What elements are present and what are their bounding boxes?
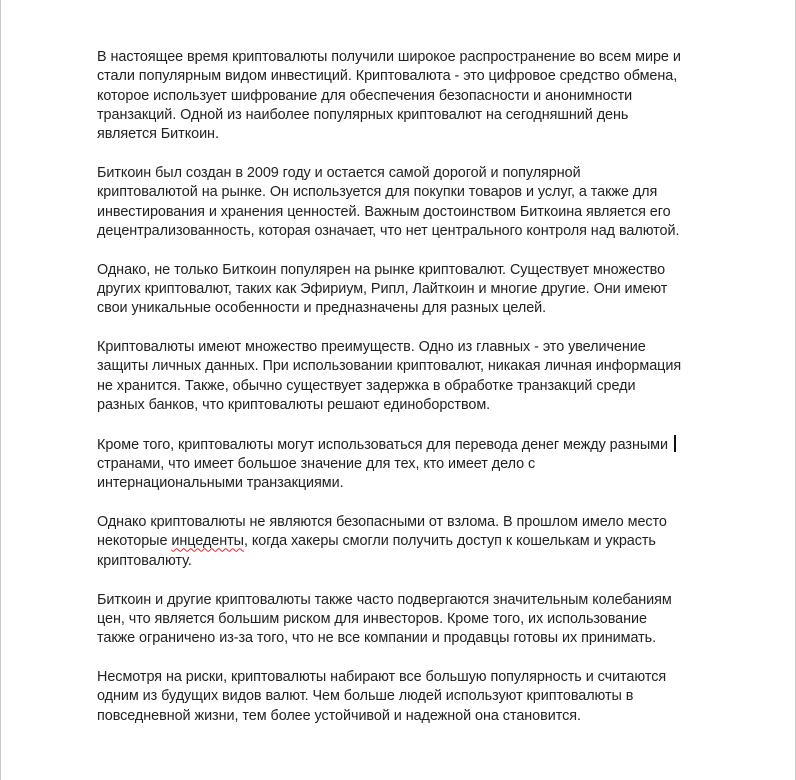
text-line: является Биткоин.	[97, 126, 219, 143]
paragraph-transfers[interactable]	[97, 435, 707, 494]
text-line: одним из будущих видов валют. Чем больше людей используют криптовалюты в	[97, 688, 634, 705]
text-line: инвестирования и хранения ценностей. Важным достоинством Биткоина является его	[97, 203, 671, 220]
text-line: Однако, не только Биткоин популярен на рынке криптовалют. Существует множество	[97, 261, 666, 278]
text-cursor	[674, 435, 676, 452]
text-line: интернациональными транзакциями.	[97, 475, 344, 492]
text-line: защиты личных данных. При использовании криптовалют, никакая личная информация	[97, 358, 682, 375]
text-line: Биткоин был создан в 2009 году и остается самой дорогой и популярной	[97, 164, 581, 181]
text-line	[97, 532, 707, 551]
text-line: криптовалютой на рынке. Он используется для покупки товаров и услуг, а также для	[97, 184, 658, 201]
text-line: В настоящее время криптовалюты получили широкое распространение во всем мире и	[97, 49, 681, 65]
document-body[interactable]	[97, 48, 707, 745]
text-line: свои уникальные особенности и предназначены для разных целей.	[97, 300, 547, 317]
paragraph-advantages[interactable]	[97, 338, 707, 415]
text-line: не хранится. Также, обычно существует задержка в обработке транзакций среди	[97, 377, 636, 394]
text-line: Кроме того, криптовалюты могут использоваться для перевода денег между разными	[97, 436, 669, 453]
paragraph-conclusion[interactable]	[97, 668, 707, 726]
text-segment: , когда хакеры смогли получить доступ к кошелькам и украсть	[243, 533, 656, 550]
paragraph-bitcoin[interactable]	[97, 164, 707, 241]
text-line: других криптовалют, таких как Эфириум, Рипл, Лайткоин и многие другие. Они имеют	[97, 280, 668, 297]
text-line: децентрализованность, которая означает, что нет центрального контроля над валютой.	[97, 222, 680, 239]
paragraph-intro[interactable]	[97, 48, 707, 144]
text-line: также ограничено из-за того, что не все компании и продавцы готовы их принимать.	[97, 630, 657, 647]
misspelled-word[interactable]: инцеденты	[171, 533, 244, 550]
text-line: криптовалюту.	[97, 552, 192, 569]
text-line: транзакций. Одной из наиболее популярных криптовалют на сегодняшний день	[97, 106, 629, 123]
text-line: Однако криптовалюты не являются безопасными от взлома. В прошлом имело место	[97, 514, 667, 531]
text-line: которое использует шифрование для обеспечения безопасности и анонимности	[97, 87, 633, 104]
text-line: странами, что имеет большое значение для тех, кто имеет дело с	[97, 456, 536, 473]
text-line: Несмотря на риски, криптовалюты набирают все большую популярность и считаются	[97, 668, 667, 685]
text-segment: некоторые	[97, 533, 172, 550]
paragraph-security[interactable]	[97, 513, 707, 571]
text-line: стали популярным видом инвестиций. Криптовалюта - это цифровое средство обмена,	[97, 68, 678, 85]
paragraph-volatility[interactable]	[97, 591, 707, 649]
text-line: Биткоин и другие криптовалюты также часто подвергаются значительным колебаниям	[97, 591, 672, 608]
paragraph-other-cryptos[interactable]	[97, 261, 707, 319]
text-line-with-caret	[97, 435, 707, 455]
text-line: цен, что является большим риском для инвесторов. Кроме того, их использование	[97, 610, 647, 627]
text-line: Криптовалюты имеют множество преимуществ. Одно из главных - это увеличение	[97, 339, 646, 356]
text-line: разных банков, что криптовалюты решают единоборством.	[97, 396, 491, 413]
text-line: повседневной жизни, тем более устойчивой и надежной она становится.	[97, 707, 581, 724]
